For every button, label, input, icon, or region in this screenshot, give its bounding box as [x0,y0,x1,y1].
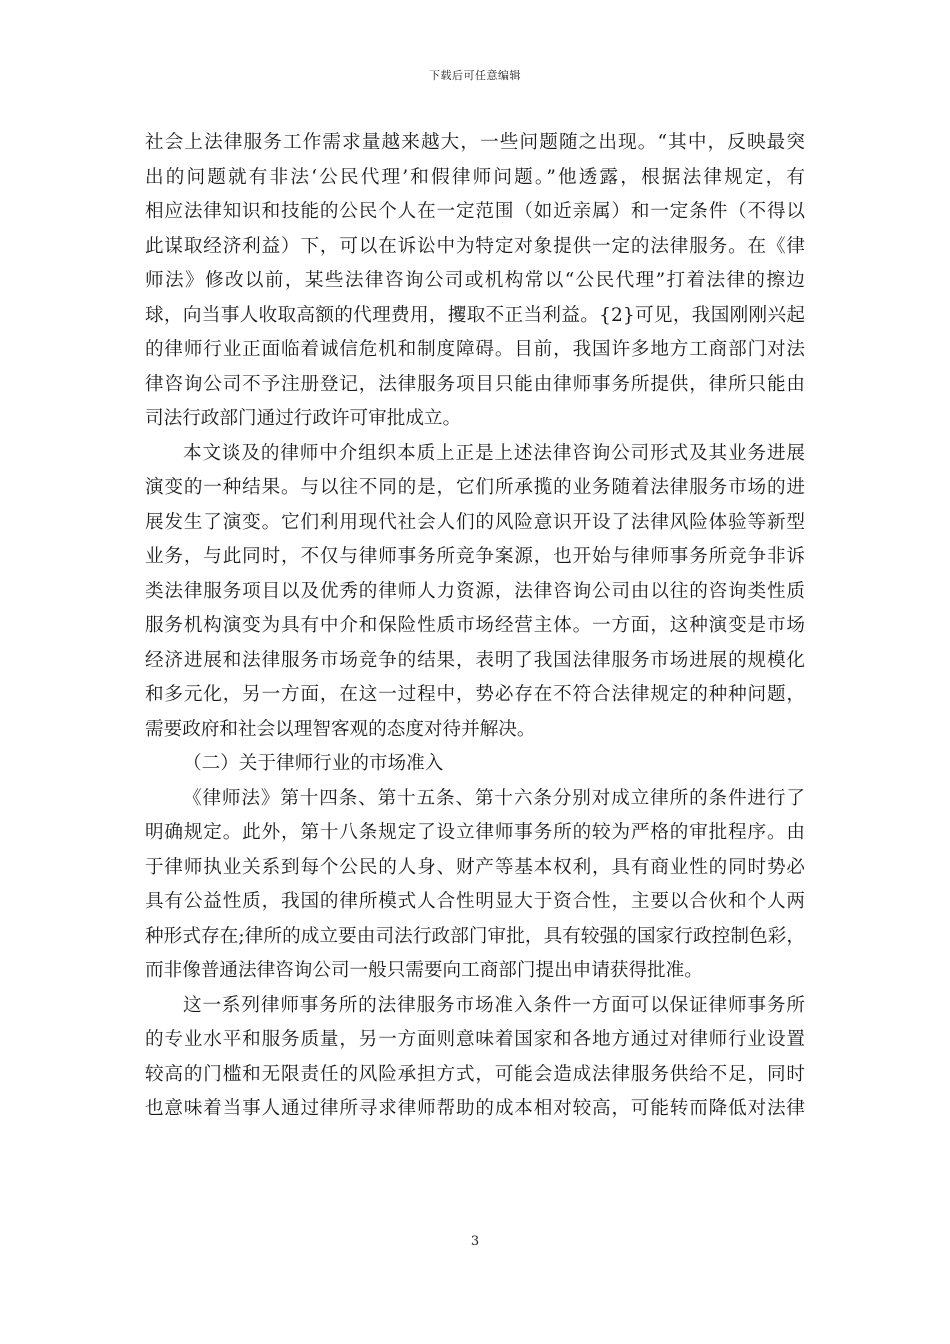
paragraph-first-line: 这一系列律师事务所的法律服务市场准入条件一方面可以保证律师事务所 [183,994,805,1016]
text-line: 服务机构演变为具有中介和保险性质市场经营主体。一方面，这种演变是市场 [145,615,805,636]
text-line: 类法律服务项目以及优秀的律师人力资源，法律咨询公司由以往的咨询类性质 [145,580,805,602]
page-number: 3 [470,1234,480,1249]
text-line: 于律师执业关系到每个公民的人身、财产等基本权利，具有商业性的同时势必 [145,856,805,878]
paragraph-first-line: （二）关于律师行业的市场准入 [183,753,444,774]
text-line: 出的问题就有非法‘公民代理’和假律师问题。”他透露，根据法律规定，有 [145,166,805,188]
text-line: 司法行政部门通过行政许可审批成立。 [145,408,462,429]
text-line: 业务，与此同时，不仅与律师事务所竞争案源，也开始与律师事务所竞争非诉 [145,546,805,567]
text-line: 相应法律知识和技能的公民个人在一定范围（如近亲属）和一定条件（不得以 [145,201,805,222]
text-line: 明确规定。此外，第十八条规定了设立律师事务所的较为严格的审批程序。由 [145,822,805,843]
text-line: 需要政府和社会以理智客观的态度对待并解决。 [145,718,536,740]
text-line: 经济进展和法律服务市场竞争的结果，表明了我国法律服务市场进展的规模化 [145,649,805,671]
document-body [145,126,805,1127]
text-line: 种形式存在;律所的成立要由司法行政部门审批，具有较强的国家行政控制色彩， [145,925,805,947]
paragraph-first-line: 本文谈及的律师中介组织本质上正是上述法律咨询公司形式及其业务进展 [183,442,805,464]
text-line: 此谋取经济利益）下，可以在诉讼中为特定对象提供一定的法律服务。在《律 [145,235,805,257]
text-line: 较高的门槛和无限责任的风险承担方式，可能会造成法律服务供给不足，同时 [145,1063,805,1085]
text-line: 展发生了演变。它们利用现代社会人们的风险意识开设了法律风险体验等新型 [145,511,805,533]
text-line: 球，向当事人收取高额的代理费用，攫取不正当利益。{2}可见，我国刚刚兴起 [145,304,805,326]
page-header: 下载后可任意编辑 [429,69,521,82]
text-line: 律咨询公司不予注册登记，法律服务项目只能由律师事务所提供，律所只能由 [145,373,805,395]
text-line: 演变的一种结果。与以往不同的是，它们所承揽的业务随着法律服务市场的进 [145,477,805,498]
text-line: 师法》修改以前，某些法律咨询公司或机构常以“公民代理”打着法律的擦边 [145,270,805,291]
text-line: 具有公益性质，我国的律所模式人合性明显大于资合性，主要以合伙和个人两 [145,891,805,912]
text-line: 而非像普通法律咨询公司一般只需要向工商部门提出申请获得批准。 [145,960,703,981]
text-line: 和多元化，另一方面，在这一过程中，势必存在不符合法律规定的种种问题， [145,684,805,705]
text-line: 的律师行业正面临着诚信危机和制度障碍。目前，我国许多地方工商部门对法 [145,339,805,360]
text-line: 的专业水平和服务质量，另一方面则意味着国家和各地方通过对律师行业设置 [145,1029,805,1050]
text-line: 社会上法律服务工作需求量越来越大，一些问题随之出现。“其中，反映最突 [145,132,805,153]
paragraph-first-line: 《律师法》第十四条、第十五条、第十六条分别对成立律所的条件进行了 [183,787,805,809]
text-line: 也意味着当事人通过律所寻求律师帮助的成本相对较高，可能转而降低对法律 [145,1098,805,1119]
